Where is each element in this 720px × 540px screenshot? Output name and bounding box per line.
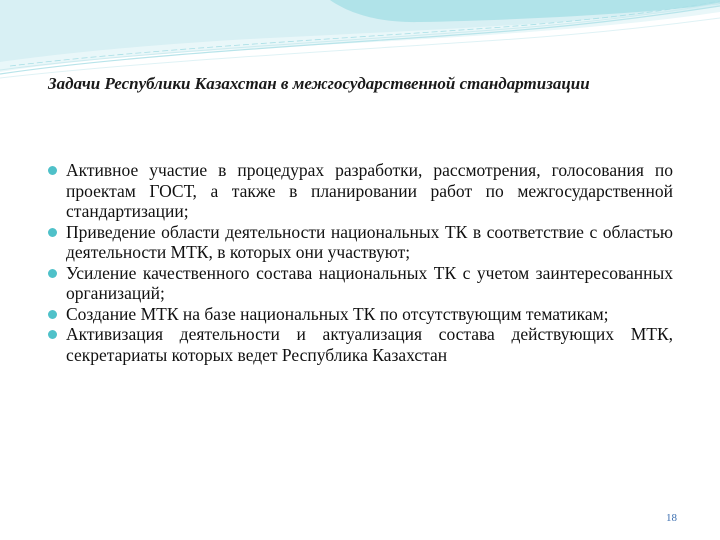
bullet-text: Усиление качественного состава национальных ТК с учетом заинтересованных организаций;: [66, 262, 673, 303]
bullet-text: Приведение области деятельности национальных ТК в соответствие с областью деятельности МТК, в которых они участвуют;: [66, 221, 673, 262]
list-item: [45, 263, 673, 304]
bullet-icon: [48, 166, 57, 175]
bullet-list: [45, 160, 673, 365]
bullet-icon: [48, 330, 57, 339]
bullet-text: Создание МТК на базе национальных ТК по отсутствующим тематикам;: [66, 303, 609, 324]
bullet-text: Активизация деятельности и актуализация состава действующих МТК, секретариаты которых ведет Республика Казахстан: [66, 324, 673, 365]
list-item: [45, 222, 673, 263]
bullet-icon: [48, 228, 57, 237]
list-item: [45, 160, 673, 222]
bullet-text: Активное участие в процедурах разработки, рассмотрения, голосования по проектам ГОСТ, а также в планировании работ по межгосударственной стандартизации;: [66, 160, 673, 221]
slide-title: Задачи Республики Казахстан в межгосударственной стандартизации: [48, 74, 590, 93]
list-item: [45, 324, 673, 365]
bullet-icon: [48, 269, 57, 278]
list-item: [45, 304, 673, 325]
bullet-icon: [48, 310, 57, 319]
page-number: 18: [666, 512, 677, 524]
